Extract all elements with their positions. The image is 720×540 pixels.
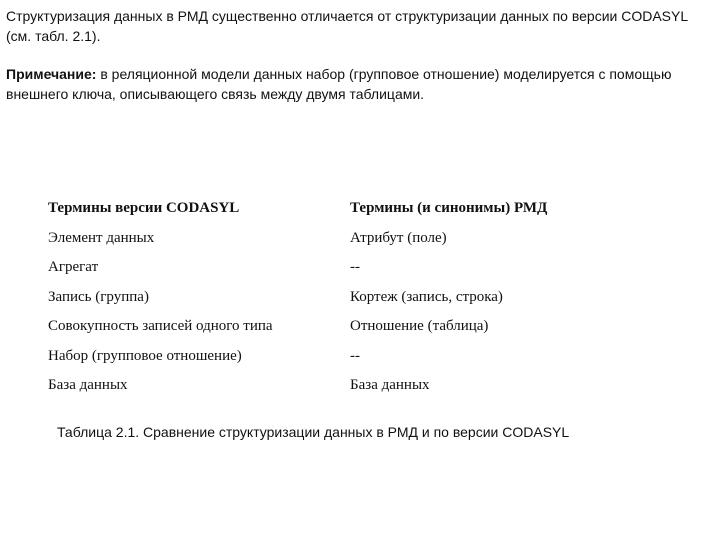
table-header-row — [42, 194, 650, 224]
codasyl-term: База данных — [48, 377, 128, 394]
table-row — [42, 224, 650, 254]
note-paragraph — [6, 64, 714, 104]
rmd-term: Атрибут (поле) — [350, 229, 447, 246]
table-row — [42, 312, 650, 342]
rmd-term: База данных — [350, 377, 430, 394]
note-label: Примечание: — [6, 66, 97, 82]
rmd-term: -- — [350, 259, 360, 276]
rmd-term: -- — [350, 347, 360, 364]
terms-comparison-table — [42, 194, 650, 401]
codasyl-term: Агрегат — [48, 259, 99, 276]
codasyl-term: Запись (группа) — [48, 288, 149, 305]
table-row — [42, 371, 650, 401]
table-row — [42, 253, 650, 283]
codasyl-term: Элемент данных — [48, 229, 155, 246]
header-rmd: Термины (и синонимы) РМД — [350, 200, 548, 217]
rmd-term: Отношение (таблица) — [350, 318, 489, 335]
header-codasyl: Термины версии CODASYL — [48, 200, 240, 217]
rmd-term: Кортеж (запись, строка) — [350, 288, 503, 305]
intro-paragraph: Структуризация данных в РМД существенно отличается от структуризации данных по версии CODASYL (см. табл. 2.1). — [6, 8, 688, 44]
table-row — [42, 283, 650, 313]
codasyl-term: Совокупность записей одного типа — [48, 318, 273, 335]
codasyl-term: Набор (групповое отношение) — [48, 347, 242, 364]
table-row — [42, 342, 650, 372]
table-caption: Таблица 2.1. Сравнение структуризации данных в РМД и по версии CODASYL — [57, 424, 570, 440]
note-text: в реляционной модели данных набор (групповое отношение) моделируется с помощью внешнего ключа, описывающего связь между двумя таблицами. — [6, 66, 672, 102]
